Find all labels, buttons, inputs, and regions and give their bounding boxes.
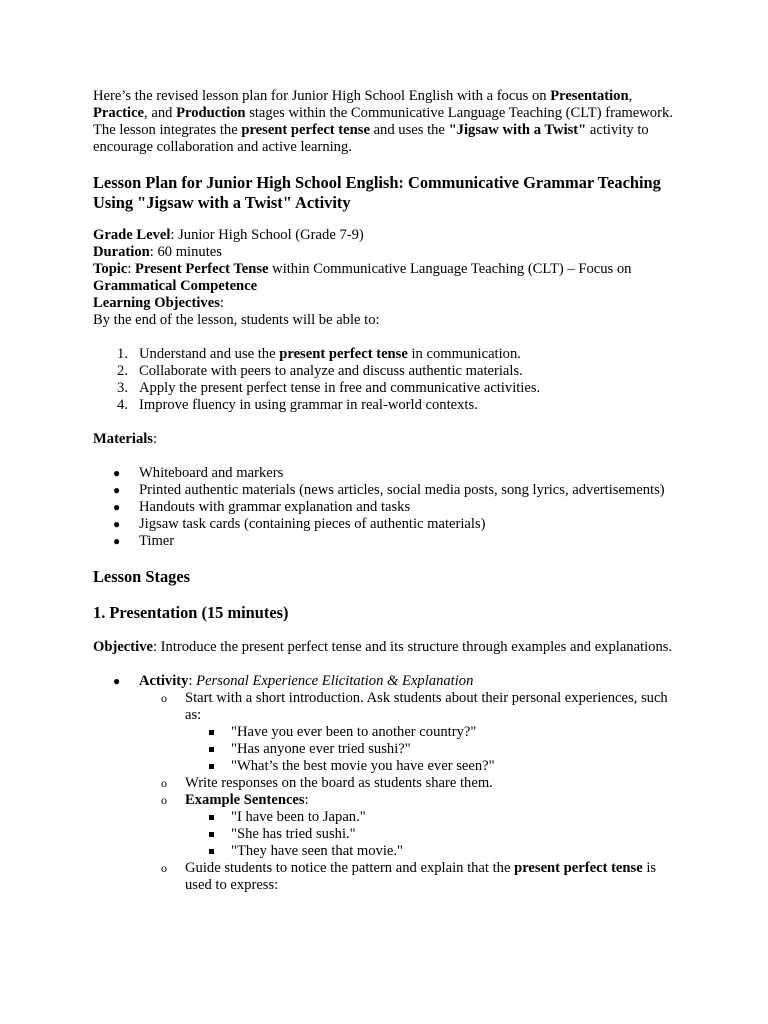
grade-level-value: : Junior High School (Grade 7-9): [170, 227, 364, 243]
material-text: Jigsaw task cards (containing pieces of authentic materials): [139, 516, 486, 532]
circle-bullet-icon: o: [161, 691, 167, 705]
topic-line: [93, 261, 674, 295]
lesson-plan-title: Lesson Plan for Junior High School English: Communicative Grammar Teaching Using "Jigsaw with a Twist" Activity: [93, 173, 661, 212]
list-item: [93, 465, 674, 482]
intro-text: , and: [144, 105, 177, 121]
activity-steps-list: [93, 775, 674, 809]
bullet-icon: ●: [113, 483, 121, 497]
square-bullet-icon: [209, 849, 214, 854]
topic-label: Topic: [93, 261, 128, 277]
step-text: Write responses on the board as students share them.: [185, 775, 493, 791]
intro-bold-tense: present perfect tense: [241, 122, 370, 138]
materials-list: [93, 465, 674, 550]
list-item: [93, 724, 674, 741]
activity-name: Personal Experience Elicitation & Explanation: [196, 673, 474, 689]
list-item: [93, 363, 674, 380]
presentation-heading: 1. Presentation (15 minutes): [93, 603, 289, 622]
list-number: 1.: [117, 346, 128, 362]
duration-label: Duration: [93, 244, 150, 260]
step-bold: present perfect tense: [514, 860, 643, 876]
examples-label: Example Sentences: [185, 792, 305, 808]
objectives-label-line: [93, 295, 674, 312]
list-item: [93, 826, 674, 843]
objective-bold: present perfect tense: [279, 346, 408, 362]
intro-bold-practice: Practice: [93, 105, 145, 121]
list-item: [93, 380, 674, 397]
circle-bullet-icon: o: [161, 861, 167, 875]
activity-steps-list: [93, 860, 674, 894]
list-number: 4.: [117, 397, 128, 413]
topic-separator: :: [127, 261, 136, 277]
activity-steps-list: [93, 690, 674, 724]
topic-text: within Communicative Language Teaching (CLT) – Focus on: [268, 261, 632, 277]
activity-separator: :: [188, 673, 197, 689]
list-item: [93, 346, 674, 363]
square-bullet-icon: [209, 815, 214, 820]
lesson-stages-heading: Lesson Stages: [93, 567, 190, 586]
material-text: Printed authentic materials (news articles, social media posts, song lyrics, advertisements): [139, 482, 665, 498]
presentation-objective: [93, 639, 674, 656]
circle-bullet-icon: o: [161, 793, 167, 807]
bullet-icon: ●: [113, 517, 121, 531]
material-text: Handouts with grammar explanation and tasks: [139, 499, 411, 515]
activity-item: [93, 673, 674, 690]
intro-text: stages within the Communicative Language Teaching (CLT) framework. The lesson integrates the: [93, 105, 673, 138]
square-bullet-icon: [209, 730, 214, 735]
objective-text: Understand and use the: [139, 346, 280, 362]
examples-list: [93, 809, 674, 860]
objectives-label: Learning Objectives: [93, 295, 220, 311]
square-bullet-icon: [209, 747, 214, 752]
objective-text: Apply the present perfect tense in free and communicative activities.: [139, 380, 541, 396]
intro-text: activity to encourage collaboration and active learning.: [93, 122, 649, 155]
circle-bullet-icon: o: [161, 776, 167, 790]
question-text: "Have you ever been to another country?": [231, 724, 477, 740]
question-text: "Has anyone ever tried sushi?": [231, 741, 411, 757]
bullet-icon: ●: [113, 674, 121, 688]
grade-level-label: Grade Level: [93, 227, 171, 243]
objective-text: Improve fluency in using grammar in real-world contexts.: [139, 397, 478, 413]
objectives-intro: By the end of the lesson, students will be able to:: [93, 312, 380, 328]
duration-line: [93, 244, 674, 261]
step-text: Start with a short introduction. Ask students about their personal experiences, such as:: [185, 690, 668, 723]
list-number: 3.: [117, 380, 128, 396]
question-text: "What’s the best movie you have ever seen?": [231, 758, 495, 774]
questions-list: [93, 724, 674, 775]
list-item: [93, 690, 674, 724]
list-item: [93, 516, 674, 533]
list-item: [93, 758, 674, 775]
list-item: [93, 741, 674, 758]
list-item: [93, 775, 674, 792]
materials-colon: :: [152, 431, 158, 447]
list-number: 2.: [117, 363, 128, 379]
examples-colon: :: [304, 792, 309, 808]
intro-text: Here’s the revised lesson plan for Junior High School English with a focus on: [93, 88, 551, 104]
square-bullet-icon: [209, 764, 214, 769]
material-text: Whiteboard and markers: [139, 465, 284, 481]
step-text: is used to express:: [185, 860, 657, 893]
objective-text: in communication.: [407, 346, 521, 362]
square-bullet-icon: [209, 832, 214, 837]
intro-text: and uses the: [369, 122, 449, 138]
intro-text: ,: [628, 88, 633, 104]
intro-bold-presentation: Presentation: [550, 88, 629, 104]
grade-level-line: [93, 227, 674, 244]
list-item: [93, 843, 674, 860]
list-item: [93, 482, 674, 499]
example-text: "I have been to Japan.": [231, 809, 366, 825]
intro-bold-jigsaw: "Jigsaw with a Twist": [448, 122, 587, 138]
objective-text: Collaborate with peers to analyze and discuss authentic materials.: [139, 363, 523, 379]
list-item: [93, 397, 674, 414]
list-item: [93, 860, 674, 894]
topic-bold-tense: Present Perfect Tense: [135, 261, 269, 277]
example-text: "They have seen that movie.": [231, 843, 403, 859]
topic-bold-competence: Grammatical Competence: [93, 278, 258, 294]
duration-value: : 60 minutes: [149, 244, 222, 260]
objectives-colon: :: [219, 295, 224, 311]
bullet-icon: ●: [113, 466, 121, 480]
list-item: [93, 792, 674, 809]
list-item: [93, 533, 674, 550]
material-text: Timer: [139, 533, 175, 549]
list-item: [93, 499, 674, 516]
example-text: "She has tried sushi.": [231, 826, 356, 842]
list-item: [93, 809, 674, 826]
materials-label-line: [93, 431, 674, 448]
objective-text: : Introduce the present perfect tense and its structure through examples and explanations.: [152, 639, 673, 655]
intro-paragraph: [93, 88, 674, 156]
bullet-icon: ●: [113, 534, 121, 548]
objective-label: Objective: [93, 639, 153, 655]
materials-label: Materials: [93, 431, 153, 447]
objectives-list: [93, 346, 674, 414]
activity-label: Activity: [139, 673, 189, 689]
step-text: Guide students to notice the pattern and explain that the: [185, 860, 515, 876]
intro-bold-production: Production: [176, 105, 246, 121]
bullet-icon: ●: [113, 500, 121, 514]
